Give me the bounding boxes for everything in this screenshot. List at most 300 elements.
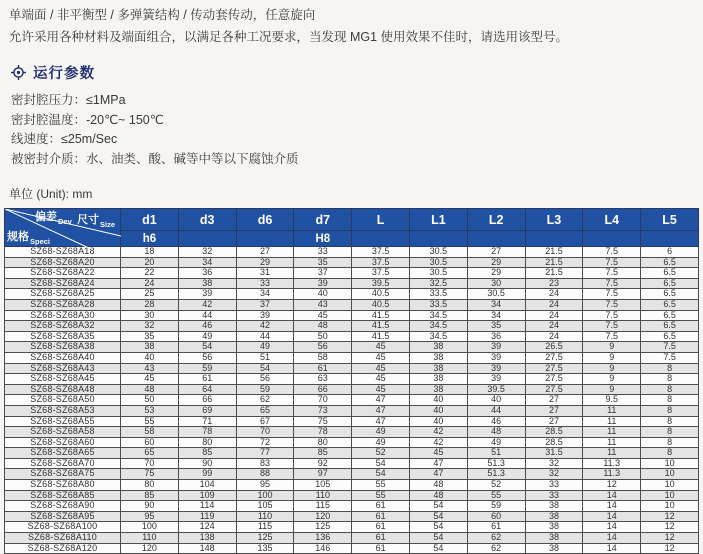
value-cell: 44: [236, 331, 294, 342]
value-cell: 11.3: [583, 458, 641, 469]
value-cell: 55: [467, 490, 525, 501]
value-cell: 75: [294, 416, 352, 427]
value-cell: 27: [525, 416, 583, 427]
value-cell: 70: [121, 458, 179, 469]
value-cell: 41.5: [352, 331, 410, 342]
value-cell: 8: [641, 395, 699, 406]
value-cell: 40: [467, 395, 525, 406]
value-cell: 27: [467, 247, 525, 258]
column-subheader: [178, 231, 236, 247]
value-cell: 71: [178, 416, 236, 427]
value-cell: 34.5: [409, 331, 467, 342]
value-cell: 8: [641, 405, 699, 416]
value-cell: 33: [525, 490, 583, 501]
value-cell: 90: [178, 458, 236, 469]
value-cell: 45: [409, 448, 467, 459]
model-cell: SZ68-SZ68A48: [5, 384, 121, 395]
value-cell: 22: [121, 268, 179, 279]
value-cell: 43: [294, 299, 352, 310]
column-header: d6: [236, 209, 294, 231]
value-cell: 56: [236, 374, 294, 385]
column-subheader: [641, 231, 699, 247]
model-cell: SZ68-SZ68A58: [5, 427, 121, 438]
value-cell: 66: [178, 395, 236, 406]
value-cell: 32: [178, 247, 236, 258]
value-cell: 33: [236, 278, 294, 289]
value-cell: 39: [467, 352, 525, 363]
model-cell: SZ68-SZ68A38: [5, 342, 121, 353]
value-cell: 40: [409, 395, 467, 406]
value-cell: 38: [409, 384, 467, 395]
value-cell: 54: [409, 501, 467, 512]
value-cell: 8: [641, 363, 699, 374]
value-cell: 48: [409, 480, 467, 491]
table-row: [5, 268, 699, 279]
value-cell: 85: [294, 448, 352, 459]
value-cell: 124: [178, 522, 236, 533]
unit-note: 单位 (Unit): mm: [9, 187, 93, 201]
value-cell: 27.5: [525, 374, 583, 385]
table-row: [5, 448, 699, 459]
table-row: [5, 321, 699, 332]
table-row: [5, 299, 699, 310]
column-subheader: [525, 231, 583, 247]
value-cell: 7.5: [583, 331, 641, 342]
value-cell: 7.5: [583, 268, 641, 279]
value-cell: 34.5: [409, 321, 467, 332]
value-cell: 7.5: [583, 321, 641, 332]
corner-cell: [5, 209, 121, 247]
value-cell: 29: [236, 257, 294, 268]
value-cell: 95: [121, 511, 179, 522]
value-cell: 36: [178, 268, 236, 279]
value-cell: 24: [525, 321, 583, 332]
value-cell: 47: [352, 405, 410, 416]
value-cell: 38: [525, 511, 583, 522]
model-cell: SZ68-SZ68A22: [5, 268, 121, 279]
value-cell: 35: [121, 331, 179, 342]
param-medium: 被密封介质：水、油类、酸、碱等中等以下腐蚀介质: [11, 151, 299, 166]
value-cell: 61: [352, 543, 410, 554]
value-cell: 49: [352, 427, 410, 438]
table-row: [5, 310, 699, 321]
value-cell: 51: [236, 352, 294, 363]
value-cell: 42: [409, 427, 467, 438]
param-temperature: 密封腔温度：-20℃~ 150℃: [11, 112, 164, 127]
model-cell: SZ68-SZ68A35: [5, 331, 121, 342]
value-cell: 7.5: [641, 352, 699, 363]
value-cell: 33: [525, 480, 583, 491]
table-row: [5, 427, 699, 438]
value-cell: 14: [583, 511, 641, 522]
model-cell: SZ68-SZ68A43: [5, 363, 121, 374]
value-cell: 47: [352, 395, 410, 406]
value-cell: 27.5: [525, 352, 583, 363]
value-cell: 40.5: [352, 299, 410, 310]
value-cell: 49: [467, 437, 525, 448]
value-cell: 58: [294, 352, 352, 363]
value-cell: 10: [641, 501, 699, 512]
value-cell: 40.5: [352, 289, 410, 300]
value-cell: 9: [583, 363, 641, 374]
model-cell: SZ68-SZ68A55: [5, 416, 121, 427]
value-cell: 30: [467, 278, 525, 289]
value-cell: 8: [641, 437, 699, 448]
value-cell: 77: [236, 448, 294, 459]
value-cell: 14: [583, 490, 641, 501]
intro-line-1: 单端面 / 非平衡型 / 多弹簧结构 / 传动套传动，任意旋向: [9, 8, 316, 22]
value-cell: 32: [121, 321, 179, 332]
table-row: [5, 384, 699, 395]
value-cell: 105: [294, 480, 352, 491]
value-cell: 32: [525, 458, 583, 469]
value-cell: 26.5: [525, 342, 583, 353]
value-cell: 61: [294, 363, 352, 374]
value-cell: 14: [583, 522, 641, 533]
value-cell: 34: [467, 310, 525, 321]
value-cell: 62: [236, 395, 294, 406]
value-cell: 67: [236, 416, 294, 427]
value-cell: 39: [467, 342, 525, 353]
value-cell: 40: [294, 289, 352, 300]
value-cell: 6: [641, 247, 699, 258]
model-cell: SZ68-SZ68A75: [5, 469, 121, 480]
value-cell: 35: [294, 257, 352, 268]
value-cell: 36: [467, 331, 525, 342]
table-row: [5, 480, 699, 491]
column-header: d7: [294, 209, 352, 231]
value-cell: 32: [525, 469, 583, 480]
value-cell: 27.5: [525, 363, 583, 374]
value-cell: 7.5: [583, 247, 641, 258]
value-cell: 50: [121, 395, 179, 406]
value-cell: 33.5: [409, 289, 467, 300]
value-cell: 119: [178, 511, 236, 522]
value-cell: 30: [121, 310, 179, 321]
value-cell: 12: [641, 533, 699, 544]
value-cell: 8: [641, 448, 699, 459]
value-cell: 6.5: [641, 321, 699, 332]
value-cell: 24: [121, 278, 179, 289]
column-header: d1: [121, 209, 179, 231]
model-cell: SZ68-SZ68A28: [5, 299, 121, 310]
value-cell: 28: [121, 299, 179, 310]
value-cell: 40: [409, 405, 467, 416]
value-cell: 8: [641, 427, 699, 438]
value-cell: 88: [236, 469, 294, 480]
value-cell: 11: [583, 427, 641, 438]
value-cell: 38: [525, 543, 583, 554]
value-cell: 6.5: [641, 268, 699, 279]
value-cell: 61: [178, 374, 236, 385]
value-cell: 105: [236, 501, 294, 512]
value-cell: 114: [178, 501, 236, 512]
value-cell: 21.5: [525, 257, 583, 268]
value-cell: 55: [352, 490, 410, 501]
column-header: L5: [641, 209, 699, 231]
value-cell: 10: [641, 469, 699, 480]
value-cell: 33: [294, 247, 352, 258]
table-row: [5, 501, 699, 512]
value-cell: 48: [294, 321, 352, 332]
value-cell: 85: [178, 448, 236, 459]
value-cell: 45: [352, 352, 410, 363]
column-header: d3: [178, 209, 236, 231]
value-cell: 120: [121, 543, 179, 554]
value-cell: 39.5: [467, 384, 525, 395]
table-row: [5, 469, 699, 480]
value-cell: 30.5: [409, 257, 467, 268]
value-cell: 27: [525, 395, 583, 406]
value-cell: 12: [641, 522, 699, 533]
value-cell: 48: [121, 384, 179, 395]
value-cell: 48: [467, 427, 525, 438]
value-cell: 37.5: [352, 247, 410, 258]
model-cell: SZ68-SZ68A40: [5, 352, 121, 363]
table-row: [5, 352, 699, 363]
value-cell: 52: [467, 480, 525, 491]
value-cell: 38: [409, 374, 467, 385]
value-cell: 43: [121, 363, 179, 374]
value-cell: 7.5: [583, 278, 641, 289]
value-cell: 61: [352, 533, 410, 544]
value-cell: 14: [583, 501, 641, 512]
value-cell: 7.5: [583, 289, 641, 300]
table-row: [5, 490, 699, 501]
value-cell: 78: [294, 427, 352, 438]
value-cell: 18: [121, 247, 179, 258]
model-cell: SZ68-SZ68A20: [5, 257, 121, 268]
value-cell: 38: [121, 342, 179, 353]
value-cell: 70: [236, 427, 294, 438]
model-cell: SZ68-SZ68A18: [5, 247, 121, 258]
table-row: [5, 342, 699, 353]
param-pressure: 密封腔压力：≤1MPa: [11, 93, 126, 107]
value-cell: 54: [352, 469, 410, 480]
value-cell: 42: [409, 437, 467, 448]
value-cell: 100: [236, 490, 294, 501]
value-cell: 11: [583, 448, 641, 459]
intro-text: [4, 4, 699, 48]
model-cell: SZ68-SZ68A24: [5, 278, 121, 289]
value-cell: 65: [121, 448, 179, 459]
value-cell: 38: [525, 533, 583, 544]
value-cell: 125: [294, 522, 352, 533]
value-cell: 53: [121, 405, 179, 416]
value-cell: 6.5: [641, 278, 699, 289]
model-cell: SZ68-SZ68A32: [5, 321, 121, 332]
target-icon: [11, 65, 26, 80]
model-cell: SZ68-SZ68A70: [5, 458, 121, 469]
value-cell: 37.5: [352, 257, 410, 268]
value-cell: 97: [294, 469, 352, 480]
value-cell: 61: [352, 522, 410, 533]
table-row: [5, 522, 699, 533]
value-cell: 21.5: [525, 247, 583, 258]
table-body: [5, 247, 699, 554]
value-cell: 34: [178, 257, 236, 268]
value-cell: 56: [294, 342, 352, 353]
value-cell: 110: [294, 490, 352, 501]
value-cell: 6.5: [641, 299, 699, 310]
table-row: [5, 374, 699, 385]
value-cell: 60: [467, 511, 525, 522]
column-header: L2: [467, 209, 525, 231]
value-cell: 83: [236, 458, 294, 469]
value-cell: 138: [178, 533, 236, 544]
value-cell: 59: [236, 384, 294, 395]
value-cell: 8: [641, 374, 699, 385]
value-cell: 10: [641, 490, 699, 501]
column-header: L: [352, 209, 410, 231]
value-cell: 61: [352, 511, 410, 522]
dimension-table: [4, 208, 699, 554]
value-cell: 24: [525, 331, 583, 342]
model-cell: SZ68-SZ68A95: [5, 511, 121, 522]
value-cell: 34: [236, 289, 294, 300]
value-cell: 23: [525, 278, 583, 289]
column-subheader: [236, 231, 294, 247]
value-cell: 42: [236, 321, 294, 332]
value-cell: 38: [409, 363, 467, 374]
value-cell: 61: [467, 522, 525, 533]
corner-size-label: 尺寸$_{Size}$: [77, 214, 116, 229]
value-cell: 146: [294, 543, 352, 554]
value-cell: 47: [409, 458, 467, 469]
value-cell: 33.5: [409, 299, 467, 310]
value-cell: 95: [236, 480, 294, 491]
column-subheader: [352, 231, 410, 247]
value-cell: 110: [121, 533, 179, 544]
value-cell: 42: [178, 299, 236, 310]
value-cell: 40: [409, 416, 467, 427]
value-cell: 48: [409, 490, 467, 501]
value-cell: 38: [525, 522, 583, 533]
value-cell: 45: [352, 342, 410, 353]
value-cell: 78: [178, 427, 236, 438]
section-header: [11, 62, 699, 83]
value-cell: 34: [467, 299, 525, 310]
value-cell: 49: [236, 342, 294, 353]
operating-parameters: [4, 91, 699, 169]
value-cell: 38: [525, 501, 583, 512]
value-cell: 45: [352, 384, 410, 395]
value-cell: 10: [641, 458, 699, 469]
value-cell: 30.5: [467, 289, 525, 300]
value-cell: 45: [294, 310, 352, 321]
value-cell: 115: [294, 501, 352, 512]
value-cell: 51.3: [467, 458, 525, 469]
value-cell: 35: [467, 321, 525, 332]
value-cell: 6.5: [641, 257, 699, 268]
value-cell: 58: [121, 427, 179, 438]
value-cell: 45: [352, 363, 410, 374]
table-row: [5, 533, 699, 544]
value-cell: 8: [641, 416, 699, 427]
value-cell: 38: [409, 352, 467, 363]
value-cell: 55: [352, 480, 410, 491]
value-cell: 85: [121, 490, 179, 501]
value-cell: 29: [467, 268, 525, 279]
model-cell: SZ68-SZ68A80: [5, 480, 121, 491]
value-cell: 7.5: [583, 299, 641, 310]
column-header: L3: [525, 209, 583, 231]
value-cell: 66: [294, 384, 352, 395]
value-cell: 49: [178, 331, 236, 342]
value-cell: 24: [525, 289, 583, 300]
value-cell: 8: [641, 384, 699, 395]
value-cell: 70: [294, 395, 352, 406]
value-cell: 29: [467, 257, 525, 268]
value-cell: 10: [641, 480, 699, 491]
value-cell: 44: [467, 405, 525, 416]
value-cell: 49: [352, 437, 410, 448]
value-cell: 54: [409, 522, 467, 533]
value-cell: 135: [236, 543, 294, 554]
value-cell: 24: [525, 299, 583, 310]
value-cell: 11: [583, 416, 641, 427]
value-cell: 62: [467, 543, 525, 554]
value-cell: 39: [467, 374, 525, 385]
value-cell: 100: [121, 522, 179, 533]
value-cell: 12: [583, 480, 641, 491]
section-title: 运行参数: [33, 66, 95, 82]
value-cell: 11.3: [583, 469, 641, 480]
value-cell: 41.5: [352, 310, 410, 321]
value-cell: 39.5: [352, 278, 410, 289]
value-cell: 27: [525, 405, 583, 416]
value-cell: 27: [236, 247, 294, 258]
model-cell: SZ68-SZ68A90: [5, 501, 121, 512]
value-cell: 14: [583, 543, 641, 554]
intro-line-2: 允许采用各种材料及端面组合，以满足各种工况要求，当发现 MG1 使用效果不佳时，请选用该型号。: [9, 30, 569, 44]
value-cell: 6.5: [641, 310, 699, 321]
value-cell: 9: [583, 384, 641, 395]
table-row: [5, 278, 699, 289]
value-cell: 80: [178, 437, 236, 448]
table-header: [5, 209, 699, 247]
value-cell: 7.5: [641, 342, 699, 353]
value-cell: 115: [236, 522, 294, 533]
table-row: [5, 458, 699, 469]
model-cell: SZ68-SZ68A50: [5, 395, 121, 406]
value-cell: 72: [236, 437, 294, 448]
value-cell: 7.5: [583, 257, 641, 268]
value-cell: 44: [178, 310, 236, 321]
value-cell: 54: [409, 533, 467, 544]
value-cell: 47: [409, 469, 467, 480]
model-cell: SZ68-SZ68A120: [5, 543, 121, 554]
value-cell: 20: [121, 257, 179, 268]
value-cell: 45: [121, 374, 179, 385]
value-cell: 110: [236, 511, 294, 522]
table-row: [5, 331, 699, 342]
value-cell: 11: [583, 437, 641, 448]
value-cell: 14: [583, 533, 641, 544]
column-subheader: h6: [121, 231, 179, 247]
value-cell: 27.5: [525, 384, 583, 395]
value-cell: 60: [121, 437, 179, 448]
value-cell: 99: [178, 469, 236, 480]
value-cell: 80: [294, 437, 352, 448]
value-cell: 54: [236, 363, 294, 374]
value-cell: 12: [641, 543, 699, 554]
value-cell: 9.5: [583, 395, 641, 406]
value-cell: 30.5: [409, 247, 467, 258]
value-cell: 37: [294, 268, 352, 279]
value-cell: 38: [409, 342, 467, 353]
value-cell: 51.3: [467, 469, 525, 480]
